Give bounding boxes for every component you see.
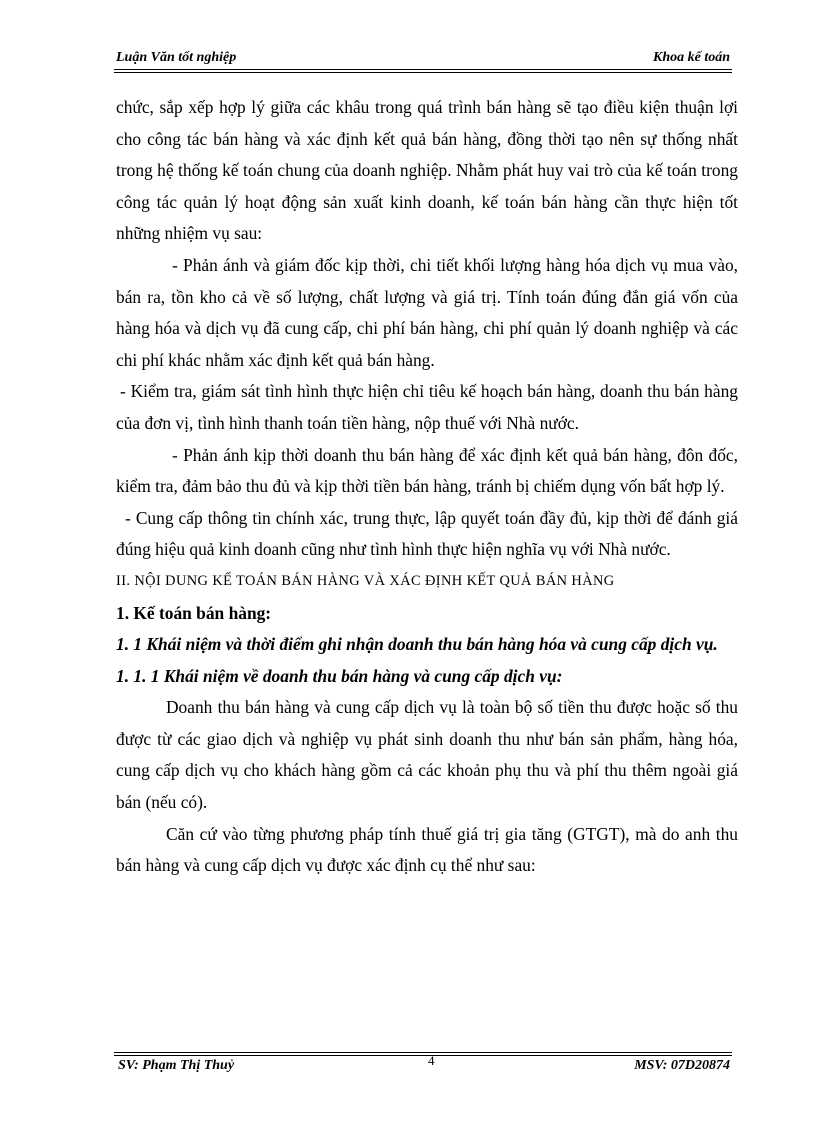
duty-item: - Kiểm tra, giám sát tình hình thực hiện chỉ tiêu kế hoạch bán hàng, doanh thu bán hàng của đơn vị, tình hình thanh toán tiền hàng, nộp thuế với Nhà nước. — [116, 381, 738, 433]
page-footer — [114, 1053, 732, 1076]
section-heading: II. NỘI DUNG KẾ TOÁN BÁN HÀNG VÀ XÁC ĐỊNH KẾT QUẢ BÁN HÀNG — [116, 572, 615, 589]
page-content — [116, 92, 738, 882]
footer-student-id: MSV: 07D20874 — [634, 1058, 730, 1073]
body-paragraph: Căn cứ vào từng phương pháp tính thuế giá trị gia tăng (GTGT), mà do anh thu bán hàng và cung cấp dịch vụ được xác định cụ thể như sau: — [116, 823, 738, 876]
subsubsection-heading: 1. 1. 1 Khái niệm về doanh thu bán hàng và cung cấp dịch vụ: — [116, 665, 563, 686]
body-paragraph: chức, sắp xếp hợp lý giữa các khâu trong quá trình bán hàng sẽ tạo điều kiện thuận lợi cho công tác bán hàng và xác định kết quả bán hàng, đồng thời tạo nên sự thống nhất trong hệ thống kế toán chung của doanh nghiệp. Nhằm phát huy vai trò của kế toán trong công tác quản lý hoạt động sản xuất kinh doanh, kế toán bán hàng cần thực hiện tốt những nhiệm vụ sau: — [116, 97, 738, 244]
duty-item: - Phản ánh và giám đốc kịp thời, chi tiết khối lượng hàng hóa dịch vụ mua vào, bán ra, tồn kho cả về số lượng, chất lượng và giá trị. Tính toán đúng đắn giá vốn của hàng hóa và dịch vụ đã cung cấp, chi phí bán hàng, chi phí quản lý doanh nghiệp và các chi phí khác nhằm xác định kết quả bán hàng. — [116, 254, 738, 370]
subsection-heading: 1. Kế toán bán hàng: — [116, 602, 272, 623]
subsection-heading-italic: 1. 1 Khái niệm và thời điểm ghi nhận doanh thu bán hàng hóa và cung cấp dịch vụ. — [116, 634, 718, 655]
page-header — [114, 48, 732, 68]
header-faculty: Khoa kế toán — [652, 50, 730, 65]
page-number: 4 — [428, 1053, 435, 1068]
duty-item: - Phản ánh kịp thời doanh thu bán hàng để xác định kết quả bán hàng, đôn đốc, kiểm tra, đảm bảo thu đủ và kịp thời tiền bán hàng, tránh bị chiếm dụng vốn bất hợp lý. — [116, 444, 738, 497]
header-rule — [114, 69, 732, 73]
duty-item: - Cung cấp thông tin chính xác, trung thực, lập quyết toán đầy đủ, kịp thời để đánh giá đúng hiệu quả kinh doanh cũng như tình hình thực hiện nghĩa vụ với Nhà nước. — [116, 507, 738, 560]
footer-student-name: SV: Phạm Thị Thuỷ — [118, 1058, 235, 1073]
body-paragraph: Doanh thu bán hàng và cung cấp dịch vụ là toàn bộ số tiền thu được hoặc số thu được từ các giao dịch và nghiệp vụ phát sinh doanh thu như bán sản phẩm, hàng hóa, cung cấp dịch vụ cho khách hàng gồm cả các khoản phụ thu và phí thu thêm ngoài giá bán (nếu có). — [116, 697, 738, 813]
header-thesis-title: Luận Văn tốt nghiệp — [116, 50, 237, 65]
